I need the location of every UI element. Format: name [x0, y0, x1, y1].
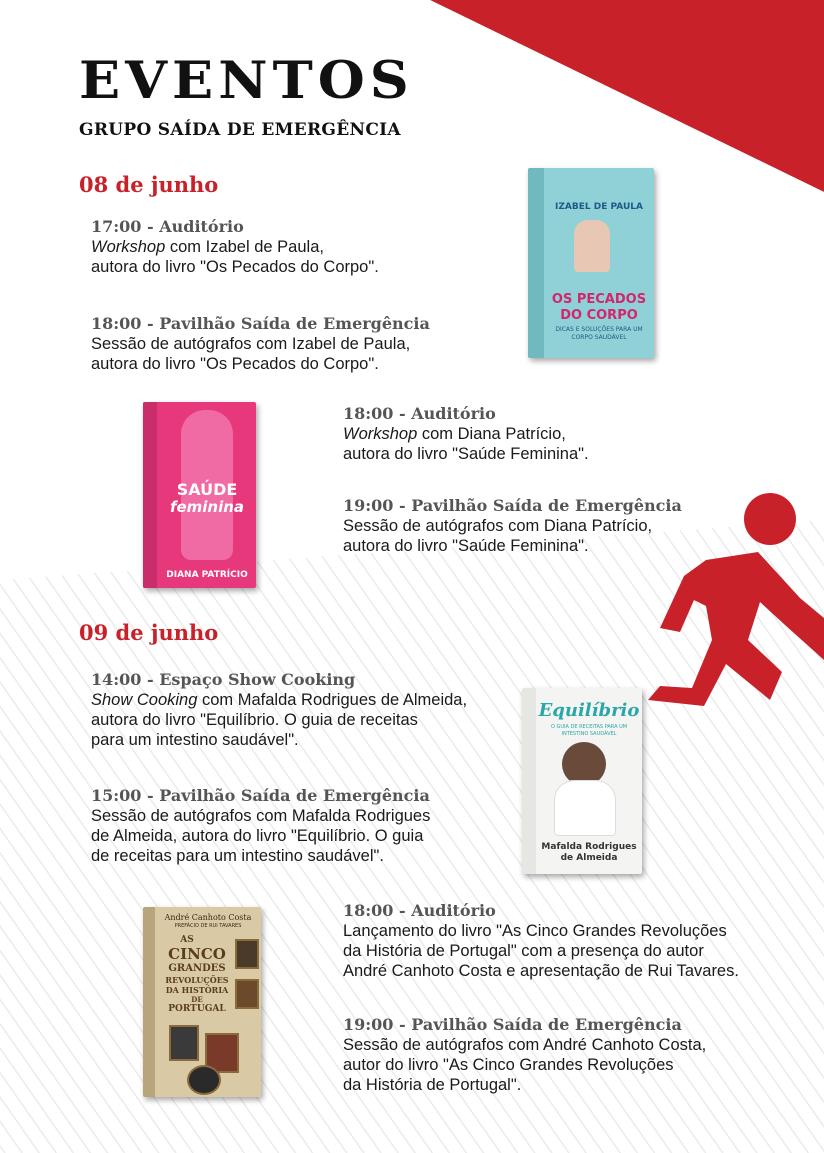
event-item: 19:00 - Pavilhão Saída de Emergência Sessão de autógrafos com André Canhoto Costa, autor do livro "As Cinco Grandes Revoluções da História de Portugal".: [343, 1015, 707, 1094]
event-item: 18:00 - Pavilhão Saída de Emergência Sessão de autógrafos com Izabel de Paula, autora do livro "Os Pecados do Corpo".: [91, 314, 430, 373]
book-cover-os-pecados-do-corpo: IZABEL DE PAULA OS PECADOS DO CORPO DICAS E SOLUÇÕES PARA UM CORPO SAUDÁVEL: [528, 168, 654, 358]
date-heading: 08 de junho: [79, 172, 219, 197]
event-item: 19:00 - Pavilhão Saída de Emergência Sessão de autógrafos com Diana Patrício, autora do livro "Saúde Feminina".: [343, 496, 682, 555]
event-heading: 18:00 - Auditório: [343, 404, 496, 423]
event-heading: 19:00 - Pavilhão Saída de Emergência: [343, 496, 682, 515]
event-heading: 15:00 - Pavilhão Saída de Emergência: [91, 786, 430, 805]
page-title: EVENTOS: [79, 49, 414, 111]
event-heading: 18:00 - Pavilhão Saída de Emergência: [91, 314, 430, 333]
event-heading: 19:00 - Pavilhão Saída de Emergência: [343, 1015, 682, 1034]
event-item: 15:00 - Pavilhão Saída de Emergência Sessão de autógrafos com Mafalda Rodrigues de Almeida, autora do livro "Equilíbrio. O guia de receitas para um intestino saudável".: [91, 786, 431, 865]
event-item: 14:00 - Espaço Show Cooking Show Cooking com Mafalda Rodrigues de Almeida, autora do livro "Equilíbrio. O guia de receitas para um intestino saudável".: [91, 670, 468, 749]
date-heading: 09 de junho: [79, 620, 219, 645]
page-subtitle: GRUPO SAÍDA DE EMERGÊNCIA: [79, 120, 401, 140]
book-cover-equilibrio: Equilíbrio O GUIA DE RECEITAS PARA UM INTESTINO SAUDÁVEL Mafalda Rodrigues de Almeida: [522, 688, 642, 874]
book-cover-saude-feminina: SAÚDE feminina DIANA PATRÍCIO: [143, 402, 256, 588]
event-heading: 18:00 - Auditório: [343, 901, 496, 920]
event-heading: 17:00 - Auditório: [91, 217, 244, 236]
book-cover-as-cinco-grandes-revolucoes: André Canhoto Costa PREFÁCIO DE RUI TAVARES AS CINCO GRANDES REVOLUÇÕES DA HISTÓRIA DE PORTUGAL: [143, 907, 261, 1097]
event-item: 18:00 - Auditório Lançamento do livro "As Cinco Grandes Revoluções da História de Portugal" com a presença do autor André Canhoto Costa e apresentação de Rui Tavares.: [343, 901, 739, 980]
event-item: 18:00 - Auditório Workshop com Diana Patrício, autora do livro "Saúde Feminina".: [343, 404, 589, 463]
event-heading: 14:00 - Espaço Show Cooking: [91, 670, 356, 689]
event-item: 17:00 - Auditório Workshop com Izabel de Paula, autora do livro "Os Pecados do Corpo".: [91, 217, 379, 276]
